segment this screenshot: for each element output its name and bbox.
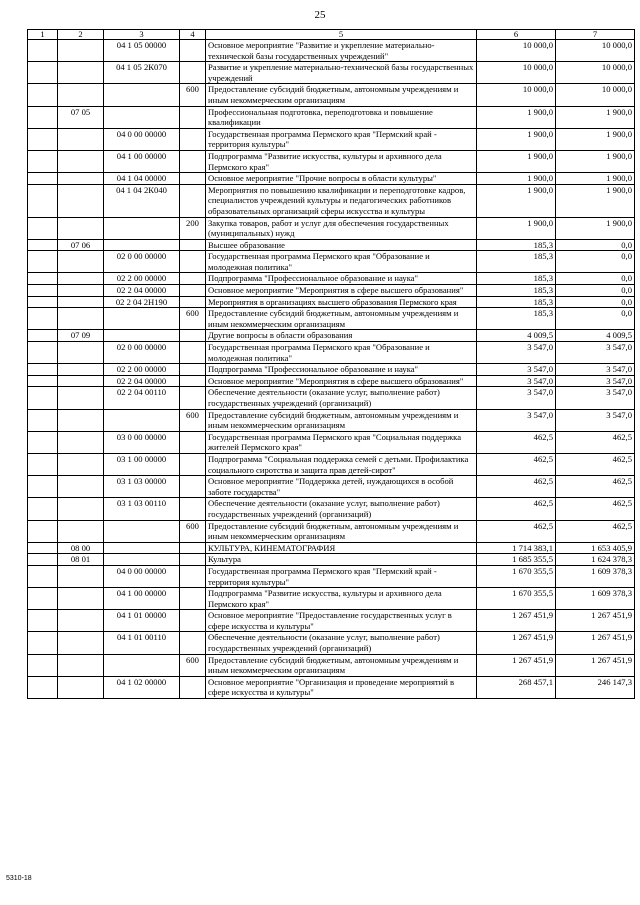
cell-expense-type xyxy=(180,387,206,409)
cell-ministry xyxy=(28,676,58,698)
cell-expense-type xyxy=(180,128,206,150)
cell-name: Профессиональная подготовка, переподготовка и повышение квалификации xyxy=(206,106,477,128)
cell-amount-year-1: 1 685 355,5 xyxy=(477,554,556,566)
cell-section xyxy=(58,150,104,172)
cell-target-article: 04 1 05 00000 xyxy=(104,40,180,62)
cell-section xyxy=(58,431,104,453)
cell-expense-type xyxy=(180,106,206,128)
cell-expense-type: 600 xyxy=(180,308,206,330)
table-row xyxy=(28,476,635,498)
cell-section xyxy=(58,217,104,239)
cell-expense-type xyxy=(180,610,206,632)
cell-target-article xyxy=(104,330,180,342)
table-row xyxy=(28,239,635,251)
cell-amount-year-1: 4 009,5 xyxy=(477,330,556,342)
cell-amount-year-2: 4 009,5 xyxy=(556,330,635,342)
cell-amount-year-1: 3 547,0 xyxy=(477,387,556,409)
cell-section xyxy=(58,364,104,376)
cell-amount-year-2: 1 900,0 xyxy=(556,184,635,217)
table-row xyxy=(28,453,635,475)
cell-amount-year-2: 462,5 xyxy=(556,520,635,542)
cell-section xyxy=(58,387,104,409)
table-row xyxy=(28,84,635,106)
cell-section xyxy=(58,296,104,308)
cell-section: 08 01 xyxy=(58,554,104,566)
table-row xyxy=(28,62,635,84)
cell-name: Государственная программа Пермского края "Образование и молодежная политика" xyxy=(206,251,477,273)
cell-amount-year-1: 1 267 451,9 xyxy=(477,632,556,654)
cell-target-article xyxy=(104,654,180,676)
cell-expense-type: 600 xyxy=(180,84,206,106)
table-row xyxy=(28,106,635,128)
cell-name: Основное мероприятие "Мероприятия в сфере высшего образования" xyxy=(206,285,477,297)
table-row xyxy=(28,520,635,542)
cell-ministry xyxy=(28,565,58,587)
table-row xyxy=(28,296,635,308)
cell-ministry xyxy=(28,409,58,431)
cell-expense-type xyxy=(180,342,206,364)
table-row xyxy=(28,173,635,185)
cell-target-article: 02 0 00 00000 xyxy=(104,251,180,273)
cell-amount-year-1: 462,5 xyxy=(477,498,556,520)
cell-section xyxy=(58,342,104,364)
footer-code: 5310-18 xyxy=(6,875,32,882)
cell-amount-year-2: 1 900,0 xyxy=(556,106,635,128)
cell-name: Подпрограмма "Профессиональное образование и наука" xyxy=(206,273,477,285)
cell-amount-year-1: 3 547,0 xyxy=(477,409,556,431)
cell-name: Развитие и укрепление материально-технической базы государственных учреждений xyxy=(206,62,477,84)
table-row xyxy=(28,184,635,217)
cell-section xyxy=(58,610,104,632)
cell-amount-year-2: 0,0 xyxy=(556,239,635,251)
cell-amount-year-2: 3 547,0 xyxy=(556,364,635,376)
cell-section xyxy=(58,565,104,587)
page-number: 25 xyxy=(314,9,326,21)
cell-target-article: 02 2 00 00000 xyxy=(104,273,180,285)
cell-name: Основное мероприятие "Прочие вопросы в области культуры" xyxy=(206,173,477,185)
header-col-4: 4 xyxy=(180,30,206,40)
cell-amount-year-2: 10 000,0 xyxy=(556,40,635,62)
table-row xyxy=(28,217,635,239)
cell-section xyxy=(58,476,104,498)
cell-section: 07 06 xyxy=(58,239,104,251)
cell-name: Основное мероприятие "Поддержка детей, нуждающихся в особой заботе государства" xyxy=(206,476,477,498)
cell-ministry xyxy=(28,431,58,453)
cell-ministry xyxy=(28,184,58,217)
cell-target-article: 04 1 05 2К070 xyxy=(104,62,180,84)
cell-ministry xyxy=(28,217,58,239)
cell-ministry xyxy=(28,542,58,554)
cell-section: 08 00 xyxy=(58,542,104,554)
cell-section xyxy=(58,676,104,698)
cell-target-article: 02 2 04 00000 xyxy=(104,285,180,297)
cell-expense-type xyxy=(180,184,206,217)
cell-amount-year-1: 1 900,0 xyxy=(477,106,556,128)
cell-amount-year-1: 185,3 xyxy=(477,273,556,285)
cell-target-article: 04 1 01 00000 xyxy=(104,610,180,632)
cell-ministry xyxy=(28,251,58,273)
cell-ministry xyxy=(28,342,58,364)
cell-section xyxy=(58,251,104,273)
cell-section xyxy=(58,128,104,150)
header-col-6: 6 xyxy=(477,30,556,40)
cell-expense-type xyxy=(180,588,206,610)
table-row xyxy=(28,251,635,273)
cell-expense-type xyxy=(180,330,206,342)
cell-section xyxy=(58,588,104,610)
cell-amount-year-1: 185,3 xyxy=(477,251,556,273)
cell-target-article: 02 0 00 00000 xyxy=(104,342,180,364)
cell-amount-year-1: 1 714 383,1 xyxy=(477,542,556,554)
cell-ministry xyxy=(28,150,58,172)
cell-ministry xyxy=(28,173,58,185)
cell-section xyxy=(58,520,104,542)
cell-expense-type xyxy=(180,542,206,554)
cell-ministry xyxy=(28,239,58,251)
cell-target-article xyxy=(104,217,180,239)
cell-name: Предоставление субсидий бюджетным, автономным учреждениям и иным некоммерческим организациям xyxy=(206,654,477,676)
cell-section xyxy=(58,184,104,217)
cell-expense-type xyxy=(180,285,206,297)
cell-amount-year-2: 1 267 451,9 xyxy=(556,632,635,654)
cell-expense-type: 600 xyxy=(180,654,206,676)
header-col-3: 3 xyxy=(104,30,180,40)
cell-section xyxy=(58,285,104,297)
cell-ministry xyxy=(28,654,58,676)
cell-amount-year-1: 462,5 xyxy=(477,431,556,453)
cell-amount-year-2: 1 609 378,3 xyxy=(556,588,635,610)
cell-amount-year-1: 10 000,0 xyxy=(477,84,556,106)
cell-expense-type xyxy=(180,431,206,453)
cell-amount-year-1: 462,5 xyxy=(477,520,556,542)
cell-amount-year-1: 1 900,0 xyxy=(477,217,556,239)
cell-amount-year-2: 1 900,0 xyxy=(556,150,635,172)
cell-amount-year-1: 185,3 xyxy=(477,296,556,308)
cell-target-article: 04 0 00 00000 xyxy=(104,128,180,150)
table-row xyxy=(28,375,635,387)
cell-expense-type xyxy=(180,554,206,566)
cell-amount-year-2: 0,0 xyxy=(556,308,635,330)
cell-name: Закупка товаров, работ и услуг для обеспечения государственных (муниципальных) нужд xyxy=(206,217,477,239)
cell-ministry xyxy=(28,610,58,632)
table-row xyxy=(28,498,635,520)
cell-amount-year-1: 10 000,0 xyxy=(477,62,556,84)
table-row xyxy=(28,654,635,676)
cell-expense-type xyxy=(180,173,206,185)
cell-amount-year-2: 462,5 xyxy=(556,431,635,453)
cell-expense-type xyxy=(180,364,206,376)
cell-name: Государственная программа Пермского края "Образование и молодежная политика" xyxy=(206,342,477,364)
cell-target-article: 04 0 00 00000 xyxy=(104,565,180,587)
table-row xyxy=(28,554,635,566)
cell-ministry xyxy=(28,285,58,297)
cell-amount-year-2: 246 147,3 xyxy=(556,676,635,698)
cell-amount-year-2: 1 267 451,9 xyxy=(556,654,635,676)
cell-name: Высшее образование xyxy=(206,239,477,251)
cell-name: Культура xyxy=(206,554,477,566)
cell-amount-year-1: 3 547,0 xyxy=(477,364,556,376)
cell-section xyxy=(58,409,104,431)
cell-section: 07 05 xyxy=(58,106,104,128)
cell-amount-year-1: 185,3 xyxy=(477,308,556,330)
cell-amount-year-1: 268 457,1 xyxy=(477,676,556,698)
cell-target-article xyxy=(104,554,180,566)
header-col-5: 5 xyxy=(206,30,477,40)
cell-target-article xyxy=(104,308,180,330)
cell-expense-type xyxy=(180,375,206,387)
cell-ministry xyxy=(28,128,58,150)
cell-amount-year-2: 0,0 xyxy=(556,285,635,297)
cell-section xyxy=(58,40,104,62)
cell-target-article: 04 1 00 00000 xyxy=(104,588,180,610)
cell-target-article: 03 0 00 00000 xyxy=(104,431,180,453)
cell-amount-year-1: 462,5 xyxy=(477,476,556,498)
table-row xyxy=(28,128,635,150)
cell-amount-year-1: 1 267 451,9 xyxy=(477,654,556,676)
cell-target-article xyxy=(104,520,180,542)
table-row xyxy=(28,285,635,297)
cell-target-article: 02 2 04 00110 xyxy=(104,387,180,409)
cell-amount-year-2: 10 000,0 xyxy=(556,84,635,106)
cell-amount-year-1: 1 670 355,5 xyxy=(477,565,556,587)
cell-name: Обеспечение деятельности (оказание услуг, выполнение работ) государственных учреждений (организаций) xyxy=(206,498,477,520)
cell-expense-type xyxy=(180,239,206,251)
cell-expense-type xyxy=(180,150,206,172)
header-col-2: 2 xyxy=(58,30,104,40)
cell-name: Предоставление субсидий бюджетным, автономным учреждениям и иным некоммерческим организациям xyxy=(206,308,477,330)
table-row xyxy=(28,610,635,632)
cell-section xyxy=(58,62,104,84)
cell-ministry xyxy=(28,588,58,610)
cell-amount-year-1: 3 547,0 xyxy=(477,342,556,364)
cell-amount-year-1: 1 900,0 xyxy=(477,150,556,172)
cell-amount-year-2: 462,5 xyxy=(556,498,635,520)
cell-name: Предоставление субсидий бюджетным, автономным учреждениям и иным некоммерческим организациям xyxy=(206,84,477,106)
cell-amount-year-2: 462,5 xyxy=(556,476,635,498)
cell-section xyxy=(58,654,104,676)
cell-ministry xyxy=(28,375,58,387)
table-row xyxy=(28,431,635,453)
cell-section xyxy=(58,308,104,330)
cell-amount-year-2: 10 000,0 xyxy=(556,62,635,84)
cell-target-article: 04 1 04 2К040 xyxy=(104,184,180,217)
table-row xyxy=(28,342,635,364)
cell-expense-type xyxy=(180,476,206,498)
table-row xyxy=(28,632,635,654)
cell-amount-year-2: 3 547,0 xyxy=(556,342,635,364)
cell-expense-type xyxy=(180,632,206,654)
cell-name: Подпрограмма "Социальная поддержка семей с детьми. Профилактика социального сиротства и защита прав детей-сирот" xyxy=(206,453,477,475)
cell-name: Мероприятия по повышению квалификации и переподготовке кадров, специалистов учреждений культуры и педагогических работников образовательных организаций сферы искусства и культуры xyxy=(206,184,477,217)
cell-section: 07 09 xyxy=(58,330,104,342)
cell-name: Государственная программа Пермского края "Социальная поддержка жителей Пермского края" xyxy=(206,431,477,453)
cell-target-article: 03 1 03 00110 xyxy=(104,498,180,520)
cell-name: Основное мероприятие "Организация и проведение мероприятий в сфере искусства и культуры" xyxy=(206,676,477,698)
cell-name: Государственная программа Пермского края "Пермский край - территория культуры" xyxy=(206,565,477,587)
cell-amount-year-2: 1 653 405,9 xyxy=(556,542,635,554)
cell-expense-type xyxy=(180,296,206,308)
cell-amount-year-1: 1 900,0 xyxy=(477,128,556,150)
cell-ministry xyxy=(28,498,58,520)
table-header-row xyxy=(28,30,635,40)
cell-name: Обеспечение деятельности (оказание услуг, выполнение работ) государственных учреждений (организаций) xyxy=(206,632,477,654)
cell-ministry xyxy=(28,554,58,566)
table-row xyxy=(28,364,635,376)
cell-section xyxy=(58,375,104,387)
cell-section xyxy=(58,453,104,475)
cell-target-article xyxy=(104,542,180,554)
cell-section xyxy=(58,273,104,285)
table-row xyxy=(28,565,635,587)
cell-amount-year-2: 1 267 451,9 xyxy=(556,610,635,632)
cell-amount-year-1: 1 900,0 xyxy=(477,173,556,185)
cell-amount-year-2: 0,0 xyxy=(556,296,635,308)
table-row xyxy=(28,330,635,342)
cell-ministry xyxy=(28,364,58,376)
cell-target-article: 02 2 00 00000 xyxy=(104,364,180,376)
cell-amount-year-2: 3 547,0 xyxy=(556,409,635,431)
cell-ministry xyxy=(28,308,58,330)
cell-ministry xyxy=(28,62,58,84)
cell-name: Основное мероприятие "Предоставление государственных услуг в сфере искусства и культуры" xyxy=(206,610,477,632)
cell-ministry xyxy=(28,476,58,498)
cell-amount-year-1: 3 547,0 xyxy=(477,375,556,387)
cell-ministry xyxy=(28,453,58,475)
header-col-1: 1 xyxy=(28,30,58,40)
cell-expense-type xyxy=(180,453,206,475)
cell-ministry xyxy=(28,520,58,542)
cell-amount-year-1: 462,5 xyxy=(477,453,556,475)
cell-amount-year-2: 1 624 378,3 xyxy=(556,554,635,566)
cell-target-article xyxy=(104,409,180,431)
cell-expense-type xyxy=(180,40,206,62)
cell-name: Предоставление субсидий бюджетным, автономным учреждениям и иным некоммерческим организациям xyxy=(206,520,477,542)
cell-section xyxy=(58,173,104,185)
cell-name: КУЛЬТУРА, КИНЕМАТОГРАФИЯ xyxy=(206,542,477,554)
cell-amount-year-1: 10 000,0 xyxy=(477,40,556,62)
table-body xyxy=(28,40,635,699)
cell-amount-year-2: 0,0 xyxy=(556,251,635,273)
cell-target-article: 04 1 04 00000 xyxy=(104,173,180,185)
cell-name: Основное мероприятие "Развитие и укрепление материально-технической базы государственных учреждений" xyxy=(206,40,477,62)
cell-target-article: 03 1 00 00000 xyxy=(104,453,180,475)
cell-amount-year-2: 1 900,0 xyxy=(556,217,635,239)
cell-target-article: 03 1 03 00000 xyxy=(104,476,180,498)
cell-amount-year-2: 1 900,0 xyxy=(556,173,635,185)
table-row xyxy=(28,588,635,610)
cell-amount-year-2: 1 900,0 xyxy=(556,128,635,150)
table-row xyxy=(28,273,635,285)
cell-expense-type xyxy=(180,251,206,273)
cell-name: Мероприятия в организациях высшего образования Пермского края xyxy=(206,296,477,308)
table-row xyxy=(28,387,635,409)
cell-expense-type xyxy=(180,498,206,520)
cell-expense-type: 600 xyxy=(180,520,206,542)
cell-target-article: 04 1 02 00000 xyxy=(104,676,180,698)
cell-ministry xyxy=(28,632,58,654)
cell-expense-type xyxy=(180,273,206,285)
cell-amount-year-2: 462,5 xyxy=(556,453,635,475)
cell-name: Предоставление субсидий бюджетным, автономным учреждениям и иным некоммерческим организациям xyxy=(206,409,477,431)
cell-section xyxy=(58,632,104,654)
cell-expense-type: 600 xyxy=(180,409,206,431)
table-row xyxy=(28,409,635,431)
cell-name: Подпрограмма "Развитие искусства, культуры и архивного дела Пермского края" xyxy=(206,150,477,172)
table-row xyxy=(28,40,635,62)
cell-target-article: 04 1 01 00110 xyxy=(104,632,180,654)
cell-expense-type xyxy=(180,62,206,84)
cell-amount-year-1: 185,3 xyxy=(477,285,556,297)
cell-amount-year-1: 185,3 xyxy=(477,239,556,251)
cell-name: Другие вопросы в области образования xyxy=(206,330,477,342)
cell-section xyxy=(58,498,104,520)
cell-name: Обеспечение деятельности (оказание услуг, выполнение работ) государственных учреждений (организаций) xyxy=(206,387,477,409)
cell-target-article: 04 1 00 00000 xyxy=(104,150,180,172)
cell-ministry xyxy=(28,40,58,62)
cell-amount-year-1: 1 267 451,9 xyxy=(477,610,556,632)
cell-amount-year-1: 1 670 355,5 xyxy=(477,588,556,610)
cell-ministry xyxy=(28,330,58,342)
cell-expense-type xyxy=(180,676,206,698)
cell-name: Подпрограмма "Профессиональное образование и наука" xyxy=(206,364,477,376)
cell-expense-type: 200 xyxy=(180,217,206,239)
cell-name: Государственная программа Пермского края "Пермский край - территория культуры" xyxy=(206,128,477,150)
cell-amount-year-2: 3 547,0 xyxy=(556,375,635,387)
cell-name: Подпрограмма "Развитие искусства, культуры и архивного дела Пермского края" xyxy=(206,588,477,610)
table-row xyxy=(28,542,635,554)
cell-target-article: 02 2 04 2Н190 xyxy=(104,296,180,308)
table-row xyxy=(28,150,635,172)
cell-amount-year-2: 3 547,0 xyxy=(556,387,635,409)
cell-target-article xyxy=(104,106,180,128)
cell-name: Основное мероприятие "Мероприятия в сфере высшего образования" xyxy=(206,375,477,387)
cell-ministry xyxy=(28,387,58,409)
cell-amount-year-2: 1 609 378,3 xyxy=(556,565,635,587)
cell-ministry xyxy=(28,273,58,285)
cell-amount-year-2: 0,0 xyxy=(556,273,635,285)
cell-target-article xyxy=(104,239,180,251)
table-row xyxy=(28,676,635,698)
cell-section xyxy=(58,84,104,106)
header-col-7: 7 xyxy=(556,30,635,40)
table-row xyxy=(28,308,635,330)
cell-target-article: 02 2 04 00000 xyxy=(104,375,180,387)
cell-target-article xyxy=(104,84,180,106)
cell-ministry xyxy=(28,106,58,128)
cell-ministry xyxy=(28,296,58,308)
cell-expense-type xyxy=(180,565,206,587)
budget-table xyxy=(27,29,635,699)
cell-ministry xyxy=(28,84,58,106)
cell-amount-year-1: 1 900,0 xyxy=(477,184,556,217)
